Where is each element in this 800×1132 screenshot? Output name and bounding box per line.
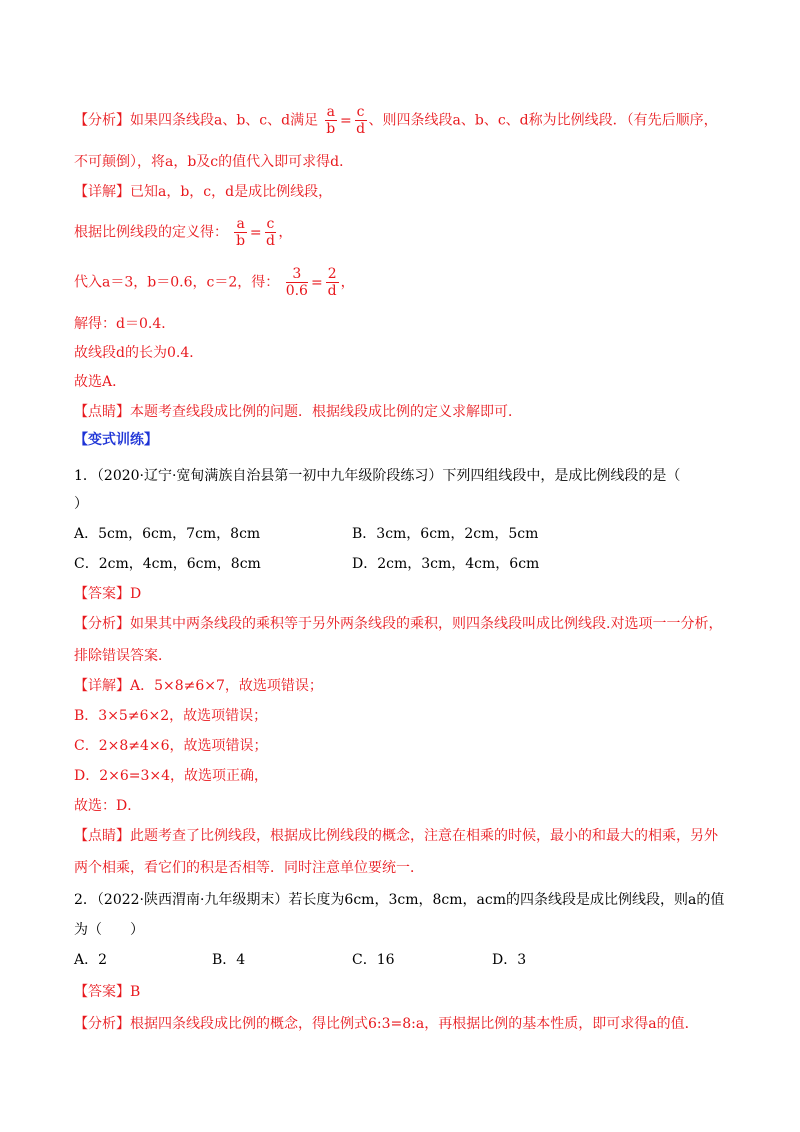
analysis-tag: 【分析】 bbox=[74, 1016, 130, 1032]
comment-tag: 【点睛】 bbox=[74, 828, 130, 844]
comment-text: 本题考查线段成比例的问题．根据线段成比例的定义求解即可． bbox=[130, 404, 522, 420]
detail-text: A．5×8≠6×7，故选项错误； bbox=[130, 678, 323, 694]
fraction-c-over-d: $\frac{c}{d}$ bbox=[356, 104, 366, 137]
substitute-text: 代入a＝3，b＝0.6，c＝2，得： bbox=[74, 274, 280, 291]
detail-line-2 bbox=[74, 216, 292, 249]
q1-option-b: B．3cm，6cm，2cm，5cm bbox=[352, 526, 539, 542]
fraction-3-over-0.6: $\frac{3}{0.6}$ bbox=[285, 266, 308, 299]
q1-stem-line-2: ） bbox=[74, 496, 88, 512]
q1-stem-line-1: 1．（2020·辽宁·宽甸满族自治县第一初中九年级阶段练习）下列四组线段中，是成比例线段的是（ bbox=[74, 468, 681, 484]
practice-heading: 【变式训练】 bbox=[74, 432, 158, 448]
answer-tag: 【答案】 bbox=[74, 586, 130, 602]
q2-option-d: D．3 bbox=[492, 952, 527, 968]
detail-text: 已知a，b，c，d是成比例线段， bbox=[130, 184, 333, 200]
fraction-a-over-b: $\frac{a}{b}$ bbox=[236, 216, 246, 249]
q2-analysis-line-1 bbox=[74, 1014, 699, 1034]
definition-text: 根据比例线段的定义得： bbox=[74, 224, 228, 241]
analysis-text: 根据四条线段成比例的概念，得比例式6:3=8:a，再根据比例的基本性质，即可求得a的值． bbox=[130, 1016, 699, 1032]
q1-analysis-line-1 bbox=[74, 614, 722, 634]
q1-detail-line-2: B．3×5≠6×2，故选项错误； bbox=[74, 708, 268, 724]
q1-option-d: D．2cm，3cm，4cm，6cm bbox=[352, 556, 540, 572]
detail-line-5: 故线段d的长为0.4． bbox=[74, 345, 204, 361]
comment-text: 此题考查了比例线段，根据成比例线段的概念，注意在相乘的时候，最小的和最大的相乘，另外 bbox=[130, 828, 718, 844]
comment-tag: 【点睛】 bbox=[74, 404, 130, 420]
q1-analysis-line-2: 排除错误答案． bbox=[74, 648, 172, 664]
equals-sign: = bbox=[249, 224, 262, 241]
q2-stem-line-2: 为（ ） bbox=[74, 922, 144, 938]
q1-conclusion: 故选：D． bbox=[74, 798, 142, 814]
q1-answer bbox=[74, 584, 141, 604]
q1-comment-line-1 bbox=[74, 826, 718, 846]
q2-answer bbox=[74, 982, 140, 1002]
q1-option-a: A．5cm，6cm，7cm，8cm bbox=[74, 526, 261, 542]
q1-option-c: C．2cm，4cm，6cm，8cm bbox=[74, 556, 261, 572]
q2-stem-line-1: 2．（2022·陕西渭南·九年级期末）若长度为6cm，3cm，8cm，acm的四条线段是成比例线段，则a的值 bbox=[74, 892, 725, 908]
answer-value: D bbox=[130, 586, 142, 602]
q1-comment-line-2: 两个相乘，看它们的积是否相等．同时注意单位要统一． bbox=[74, 860, 424, 876]
detail-line-6: 故选A． bbox=[74, 374, 127, 390]
detail-line-4: 解得：d＝0.4． bbox=[74, 316, 176, 332]
q1-detail-line-4: D．2×6=3×4，故选项正确， bbox=[74, 768, 269, 784]
q2-option-a: A．2 bbox=[74, 952, 108, 968]
q2-option-b: B．4 bbox=[212, 952, 246, 968]
q1-detail-line-3: C．2×8≠4×6，故选项错误； bbox=[74, 738, 268, 754]
detail-line-3 bbox=[74, 266, 355, 299]
comment-line bbox=[74, 402, 522, 422]
analysis-text: 如果其中两条线段的乘积等于另外两条线段的乘积，则四条线段叫成比例线段.对选项一一分析， bbox=[130, 616, 723, 632]
analysis-text-pre: 如果四条线段a、b、c、d满足 bbox=[130, 112, 319, 129]
comma: ， bbox=[340, 274, 355, 291]
fraction-c-over-d: $\frac{c}{d}$ bbox=[265, 216, 275, 249]
equals-sign: = bbox=[310, 274, 323, 291]
q1-detail-line-1 bbox=[74, 676, 323, 696]
analysis-text-post: 、则四条线段a、b、c、d称为比例线段．（有先后顺序， bbox=[368, 112, 718, 129]
detail-tag: 【详解】 bbox=[74, 184, 130, 200]
fraction-2-over-d: $\frac{2}{d}$ bbox=[327, 266, 337, 299]
analysis-tag: 【分析】 bbox=[74, 112, 130, 129]
detail-line-1 bbox=[74, 182, 332, 202]
answer-value: B bbox=[130, 984, 141, 1000]
analysis-line-1 bbox=[74, 104, 718, 137]
q2-option-c: C．16 bbox=[352, 952, 395, 968]
detail-tag: 【详解】 bbox=[74, 678, 130, 694]
answer-tag: 【答案】 bbox=[74, 984, 130, 1000]
comma: ， bbox=[278, 224, 293, 241]
fraction-a-over-b: $\frac{a}{b}$ bbox=[326, 104, 336, 137]
analysis-tag: 【分析】 bbox=[74, 616, 130, 632]
equals-sign: = bbox=[339, 112, 352, 129]
analysis-line-2: 不可颠倒），将a，b及c的值代入即可求得d． bbox=[74, 154, 354, 170]
